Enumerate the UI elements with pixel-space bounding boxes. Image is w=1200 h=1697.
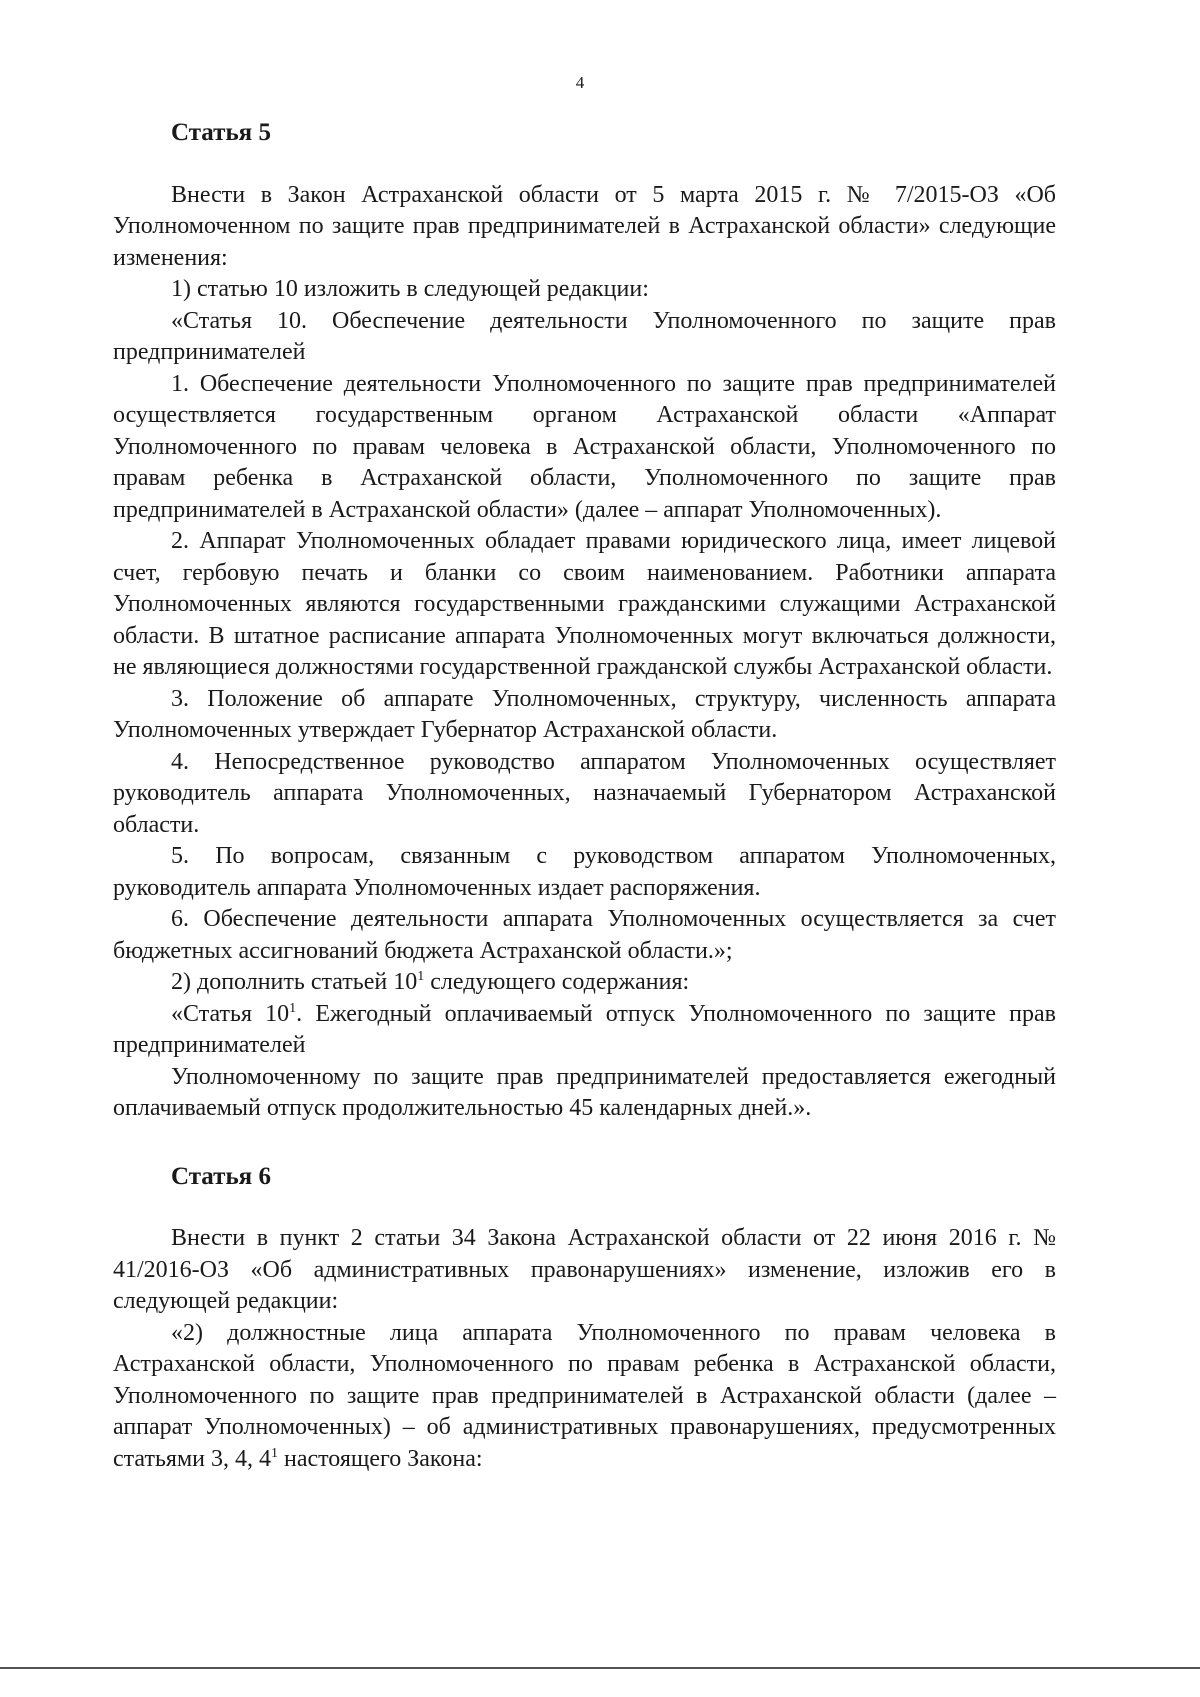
article-10-1-title-start: «Статья 10 [171,1000,290,1027]
item-2-text: 2) дополнить статьей 10 [171,969,418,995]
article-6-intro: Внести в пункт 2 статьи 34 Закона Астраханской области от 22 июня 2016 г. № 41/2016-ОЗ «Об административных правонарушениях» изменение, изложив его в следующей редакции: [113,1225,1056,1314]
article-10-1-text: Уполномоченному по защите прав предпринимателей предоставляется ежегодный оплачиваемый отпуск продолжительностью 45 календарных дней.». [113,1063,1056,1121]
article-6-item-superscript: 1 [270,1445,278,1461]
article-10-paragraph-2: 2. Аппарат Уполномоченных обладает правами юридического лица, имеет лицевой счет, гербовую печать и бланки со своим наименованием. Работники аппарата Уполномоченных являются государственными гражданскими служащими Астраханской области. В штатное расписание аппарата Уполномоченных могут включаться должности, не являющиеся должностями государственной гражданской службы Астраханской области. [113,528,1056,680]
page-number: 4 [575,73,585,92]
article-6-item-2 [113,1318,1056,1476]
article-10-paragraph-1: 1. Обеспечение деятельности Уполномоченного по защите прав предпринимателей осуществляется государственным органом Астраханской области «Аппарат Уполномоченного по правам человека в Астраханской области, Уполномоченного по правам ребенка в Астраханской области, Уполномоченного по защите прав предпринимателей в Астраханской области» (далее – аппарат Уполномоченных). [113,370,1056,523]
item-2-text-end: следующего содержания: [424,969,690,995]
article-10-1-title [113,999,1056,1062]
article-10-1-superscript: 1 [289,1000,297,1016]
article-10-paragraph-3: 3. Положение об аппарате Уполномоченных, структуру, численность аппарата Уполномоченных утверждает Губернатор Астраханской области. [113,685,1056,743]
article-10-title: «Статья 10. Обеспечение деятельности Уполномоченного по защите прав предпринимателей [113,307,1056,365]
article-6-heading: Статья 6 [171,1162,271,1190]
article-6-item-text-end: настоящего Закона: [277,1445,483,1472]
article-10-paragraph-4: 4. Непосредственное руководство аппаратом Уполномоченных осуществляет руководитель аппарата Уполномоченных, назначаемый Губернатором Астраханской области. [113,748,1056,838]
article-5-item-1: 1) статью 10 изложить в следующей редакции: [171,276,649,302]
article-10-paragraph-6: 6. Обеспечение деятельности аппарата Уполномоченных осуществляется за счет бюджетных ассигнований бюджета Астраханской области.»; [113,906,1056,964]
article-5-heading: Статья 5 [171,119,271,146]
article-5-intro: Внести в Закон Астраханской области от 5 марта 2015 г. № 7/2015-ОЗ «Об Уполномоченном по защите прав предпринимателей в Астраханской области» следующие изменения: [113,181,1056,271]
article-5-item-2 [113,967,1056,999]
document-body [113,117,1056,1475]
item-2-superscript: 1 [417,969,425,984]
article-10-1-title-end: . Ежегодный оплачиваемый отпуск Уполномоченного по защите прав предпринимателей [113,1000,1056,1058]
article-10-paragraph-5: 5. По вопросам, связанным с руководством аппаратом Уполномоченных, руководитель аппарата Уполномоченных издает распоряжения. [113,843,1056,901]
article-6-item-text: «2) должностные лица аппарата Уполномоченного по правам человека в Астраханской области, Уполномоченного по правам ребенка в Астраханской области, Уполномоченного по защите прав предпринимателей в Астраханской области (далее – аппарат Уполномоченных) – об административных правонарушениях, предусмотренных статьями 3, 4, 4 [113,1319,1056,1472]
bottom-edge-line [0,1667,1200,1669]
